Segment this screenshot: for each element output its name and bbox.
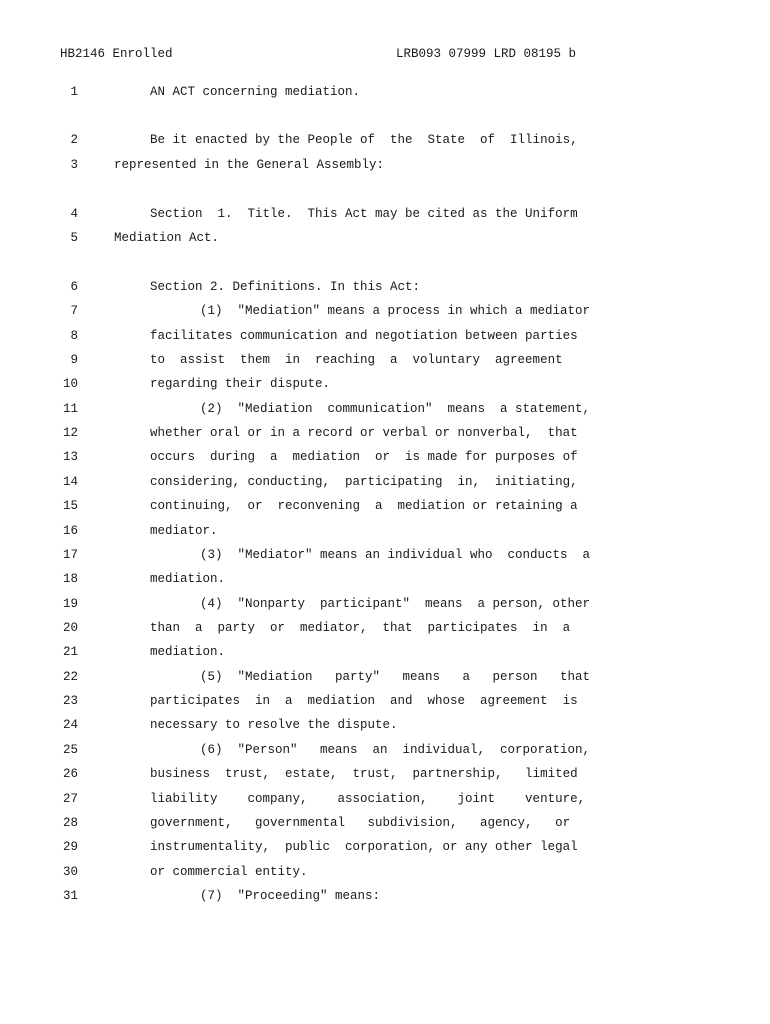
line-text: AN ACT concerning mediation. — [150, 85, 361, 99]
line-text: mediator. — [150, 524, 218, 538]
line-number: 10 — [62, 377, 78, 391]
line-number: 23 — [62, 694, 78, 708]
line-number: 25 — [62, 743, 78, 757]
line-number: 12 — [62, 426, 78, 440]
line-text: facilitates communication and negotiation between parties — [150, 329, 578, 343]
line-text: business trust, estate, trust, partnership, limited — [150, 767, 578, 781]
line-number: 24 — [62, 718, 78, 732]
line-text: Section 1. Title. This Act may be cited as the Uniform — [150, 207, 578, 221]
lrb-reference: LRB093 07999 LRD 08195 b — [396, 47, 577, 61]
line-text: whether oral or in a record or verbal or nonverbal, that — [150, 426, 578, 440]
line-number: 15 — [62, 499, 78, 513]
line-text: Mediation Act. — [114, 231, 220, 245]
line-number: 18 — [62, 572, 78, 586]
line-text: (5) "Mediation party" means a person that — [200, 670, 591, 684]
line-text: continuing, or reconvening a mediation or retaining a — [150, 499, 578, 513]
line-number: 22 — [62, 670, 78, 684]
line-number: 1 — [70, 85, 78, 99]
line-text: (3) "Mediator" means an individual who conducts a — [200, 548, 591, 562]
line-text: mediation. — [150, 572, 226, 586]
line-number: 11 — [62, 402, 78, 416]
line-text: Section 2. Definitions. In this Act: — [150, 280, 421, 294]
line-number: 19 — [62, 597, 78, 611]
bill-number: HB2146 Enrolled — [60, 47, 173, 61]
line-text: (2) "Mediation communication" means a statement, — [200, 402, 591, 416]
line-text: (1) "Mediation" means a process in which a mediator — [200, 304, 591, 318]
line-text: (7) "Proceeding" means: — [200, 889, 381, 903]
line-text: instrumentality, public corporation, or any other legal — [150, 840, 578, 854]
line-number: 28 — [62, 816, 78, 830]
line-number: 21 — [62, 645, 78, 659]
line-text: considering, conducting, participating in, initiating, — [150, 475, 578, 489]
line-number: 3 — [70, 158, 78, 172]
line-number: 27 — [62, 792, 78, 806]
line-number: 30 — [62, 865, 78, 879]
line-number: 26 — [62, 767, 78, 781]
line-text: than a party or mediator, that participates in a — [150, 621, 571, 635]
line-number: 7 — [70, 304, 78, 318]
line-number: 31 — [62, 889, 78, 903]
line-text: mediation. — [150, 645, 226, 659]
line-text: Be it enacted by the People of the State of Illinois, — [150, 133, 578, 147]
line-text: represented in the General Assembly: — [114, 158, 385, 172]
line-text: liability company, association, joint venture, — [150, 792, 586, 806]
line-number: 16 — [62, 524, 78, 538]
line-number: 9 — [70, 353, 78, 367]
line-text: or commercial entity. — [150, 865, 308, 879]
line-number: 5 — [70, 231, 78, 245]
line-text: (6) "Person" means an individual, corporation, — [200, 743, 591, 757]
line-number: 20 — [62, 621, 78, 635]
line-text: government, governmental subdivision, agency, or — [150, 816, 571, 830]
line-text: (4) "Nonparty participant" means a person, other — [200, 597, 591, 611]
line-text: necessary to resolve the dispute. — [150, 718, 398, 732]
line-number: 8 — [70, 329, 78, 343]
line-number: 29 — [62, 840, 78, 854]
line-number: 17 — [62, 548, 78, 562]
line-text: regarding their dispute. — [150, 377, 331, 391]
line-number: 2 — [70, 133, 78, 147]
line-text: occurs during a mediation or is made for purposes of — [150, 450, 578, 464]
line-number: 4 — [70, 207, 78, 221]
line-text: participates in a mediation and whose agreement is — [150, 694, 578, 708]
line-text: to assist them in reaching a voluntary agreement — [150, 353, 563, 367]
line-number: 6 — [70, 280, 78, 294]
line-number: 14 — [62, 475, 78, 489]
line-number: 13 — [62, 450, 78, 464]
